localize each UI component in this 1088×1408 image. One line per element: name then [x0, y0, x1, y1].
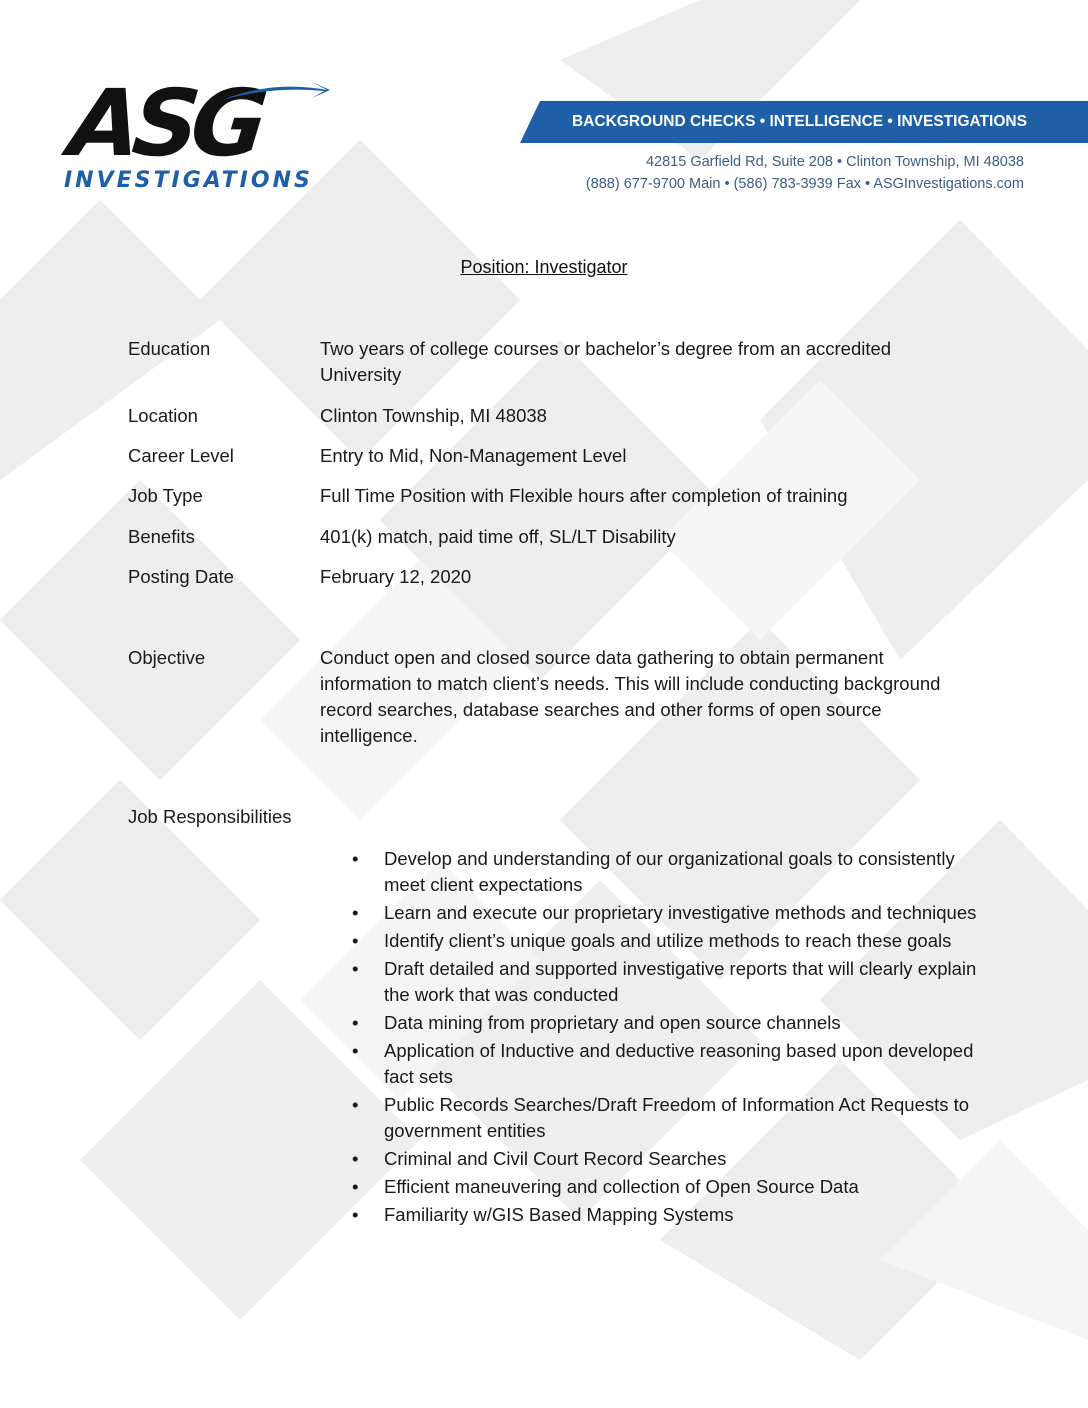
responsibility-text: Application of Inductive and deductive reasoning based upon developed fact sets [384, 1040, 974, 1087]
responsibility-text: Learn and execute our proprietary investigative methods and techniques [384, 902, 977, 923]
logo-subtitle: INVESTIGATIONS [64, 168, 313, 193]
responsibility-item [352, 1202, 978, 1228]
detail-label: Benefits [128, 526, 195, 547]
responsibility-item [352, 956, 978, 1008]
detail-value: Entry to Mid, Non-Management Level [320, 445, 627, 466]
detail-label: Education [128, 338, 211, 359]
detail-value: February 12, 2020 [320, 566, 472, 587]
responsibility-item [352, 1092, 978, 1144]
detail-value: Two years of college courses or bachelor’s degree from an accredited University [320, 338, 892, 385]
bullet-icon: • [352, 1204, 359, 1225]
bullet-icon: • [352, 1176, 359, 1197]
bullet-icon: • [352, 1012, 359, 1033]
banner-text: BACKGROUND CHECKS • INTELLIGENCE • INVESTIGATIONS [572, 113, 1027, 130]
bullet-icon: • [352, 930, 359, 951]
services-banner [520, 101, 1088, 143]
responsibility-item [352, 1010, 978, 1036]
bullet-icon: • [352, 1040, 359, 1061]
company-address: 42815 Garfield Rd, Suite 208 • Clinton Township, MI 48038 [645, 154, 1024, 170]
responsibility-item [352, 1038, 978, 1090]
responsibility-text: Public Records Searches/Draft Freedom of Information Act Requests to government entities [384, 1094, 970, 1141]
company-logo [62, 70, 332, 196]
responsibilities-list [352, 846, 978, 1230]
detail-label: Posting Date [128, 566, 234, 587]
detail-label: Location [128, 405, 198, 426]
bullet-icon: • [352, 1094, 359, 1115]
detail-value: Clinton Township, MI 48038 [320, 405, 547, 426]
position-title: Position: Investigator [460, 257, 628, 277]
responsibility-text: Identify client’s unique goals and utilize methods to reach these goals [384, 930, 952, 951]
bullet-icon: • [352, 848, 359, 869]
detail-label: Job Type [128, 485, 203, 506]
detail-value: 401(k) match, paid time off, SL/LT Disability [320, 526, 676, 547]
logo-wordmark: ASG [64, 70, 265, 177]
responsibility-text: Develop and understanding of our organizational goals to consistently meet client expectations [384, 848, 955, 895]
responsibilities-label: Job Responsibilities [128, 806, 292, 827]
responsibility-text: Draft detailed and supported investigative reports that will clearly explain the work that was conducted [384, 958, 977, 1005]
bullet-icon: • [352, 902, 359, 923]
logo-swoosh-icon [212, 80, 332, 120]
responsibility-item [352, 1146, 978, 1172]
objective-label: Objective [128, 647, 206, 668]
responsibility-item [352, 1174, 978, 1200]
detail-label: Career Level [128, 445, 234, 466]
bullet-icon: • [352, 1148, 359, 1169]
responsibility-text: Data mining from proprietary and open source channels [384, 1012, 841, 1033]
responsibility-text: Criminal and Civil Court Record Searches [384, 1148, 727, 1169]
detail-value: Full Time Position with Flexible hours after completion of training [320, 485, 848, 506]
company-contact: (888) 677-9700 Main • (586) 783-3939 Fax • ASGInvestigations.com [585, 176, 1024, 192]
responsibility-item [352, 928, 978, 954]
responsibility-text: Familiarity w/GIS Based Mapping Systems [384, 1204, 734, 1225]
responsibility-item [352, 900, 978, 926]
responsibility-text: Efficient maneuvering and collection of Open Source Data [384, 1176, 859, 1197]
bullet-icon: • [352, 958, 359, 979]
responsibility-item [352, 846, 978, 898]
objective-text: Conduct open and closed source data gathering to obtain permanent information to match client’s needs. This will include conducting background record searches, database searches and other forms of open source intelligence. [320, 647, 941, 746]
